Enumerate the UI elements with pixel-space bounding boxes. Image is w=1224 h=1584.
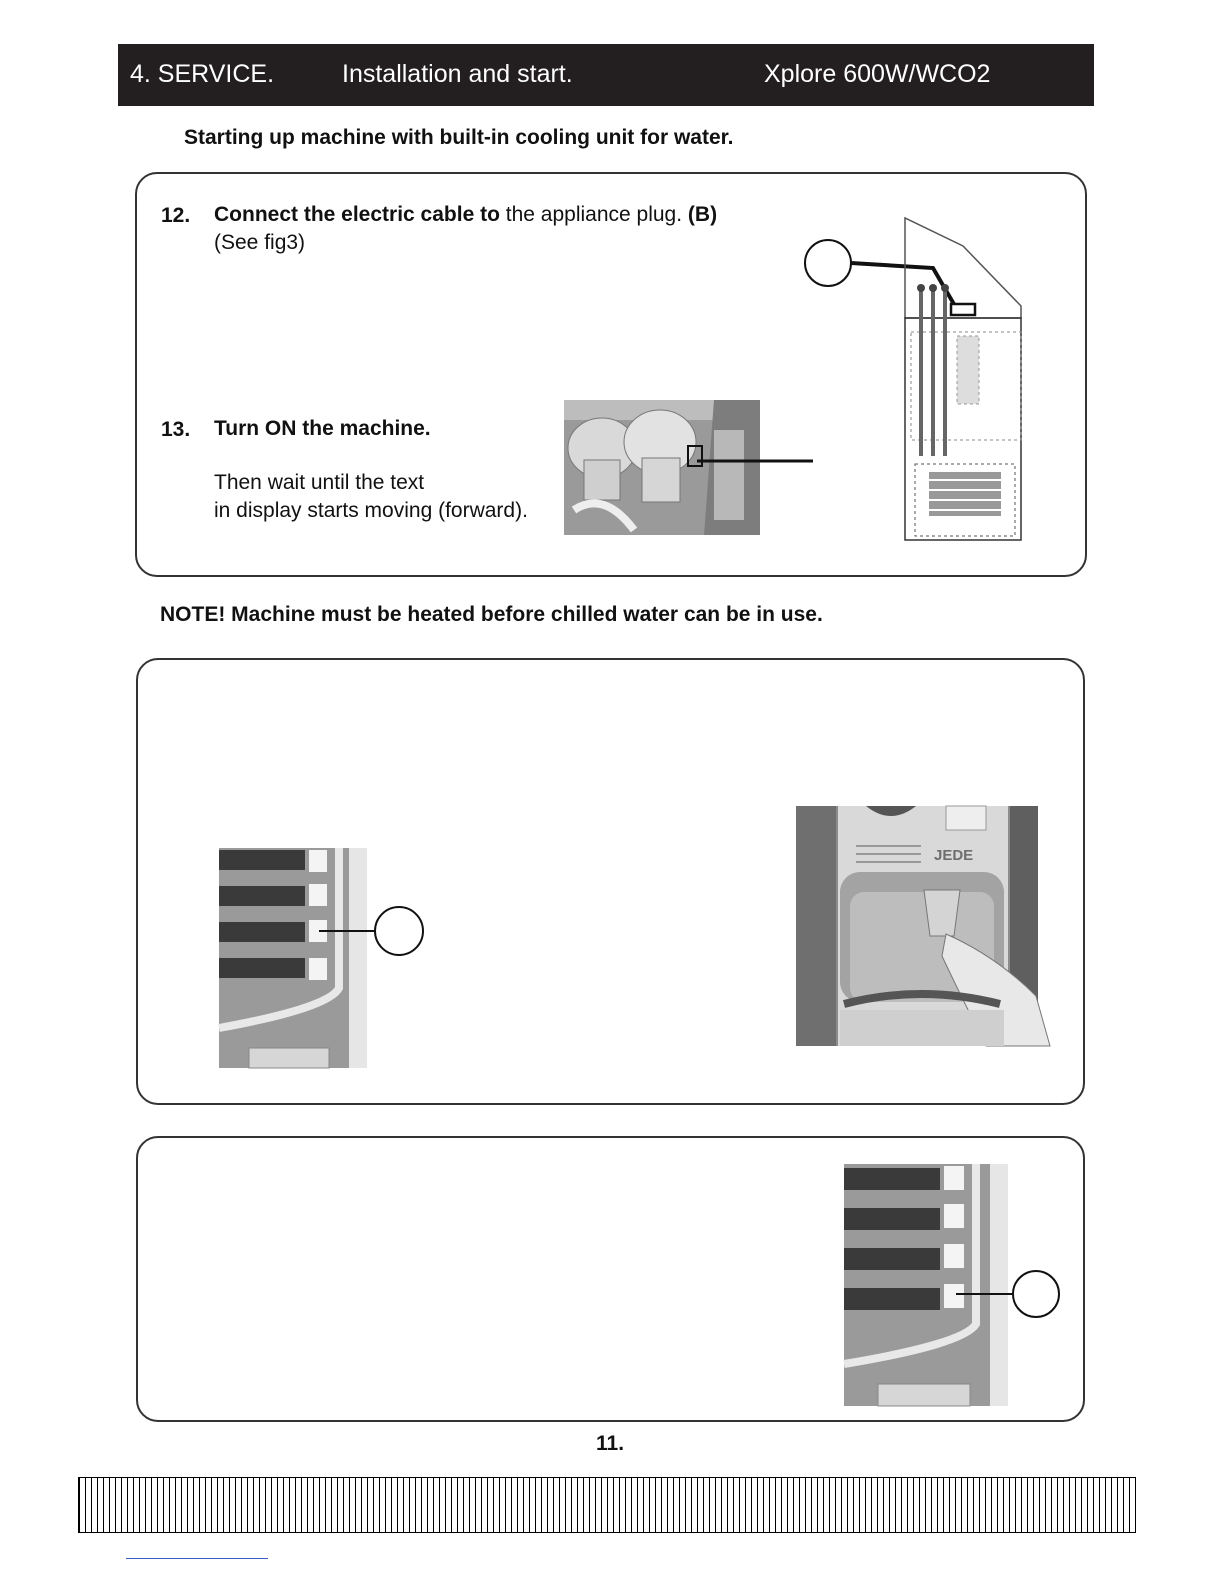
section-label: 4. SERVICE.: [130, 60, 275, 88]
model-name: Xplore 600W/WCO2: [764, 60, 991, 88]
steps-panel: [135, 172, 1087, 577]
page-header: [118, 44, 1094, 106]
step-13-title: [214, 415, 431, 443]
step-12-body: the appliance plug.: [499, 203, 688, 226]
button-panel-photo-2: [844, 1164, 1064, 1408]
step-12-plug-ref: (B): [687, 203, 718, 226]
display-pointer-line: [697, 459, 817, 463]
footer-stripe: [78, 1477, 1136, 1533]
step-13-number: 13.: [161, 418, 191, 441]
chilled-water-panel: [136, 658, 1085, 1105]
section-title: Installation and start.: [342, 60, 573, 88]
step-12-bold: Connect the electric cable to: [214, 203, 500, 226]
dispenser-photo: [796, 806, 1050, 1046]
footer-link-line: [126, 1558, 268, 1559]
step-12-fig-ref: (See fig3): [214, 231, 306, 254]
step-13-bold: Turn ON the machine.: [214, 417, 431, 440]
callout-b-circle: [805, 240, 851, 286]
page-subtitle: Starting up machine with built-in cooling unit for water.: [184, 126, 734, 149]
step-13-body: Then wait until the text in display starts moving (forward).: [214, 471, 528, 522]
machine-side-diagram: [803, 216, 1028, 546]
final-panel: [136, 1136, 1085, 1422]
step-12-text: [214, 201, 774, 257]
button-callout-circle-2: [1013, 1271, 1059, 1317]
canister-photo: [564, 400, 760, 535]
button-callout-circle: [375, 907, 423, 955]
dispenser-brand-label: JEDE: [934, 847, 974, 864]
page-number: 11.: [596, 1432, 625, 1455]
step-12-number: 12.: [161, 204, 191, 227]
heating-note: NOTE! Machine must be heated before chilled water can be in use.: [160, 603, 823, 626]
button-panel-photo: [219, 848, 425, 1068]
